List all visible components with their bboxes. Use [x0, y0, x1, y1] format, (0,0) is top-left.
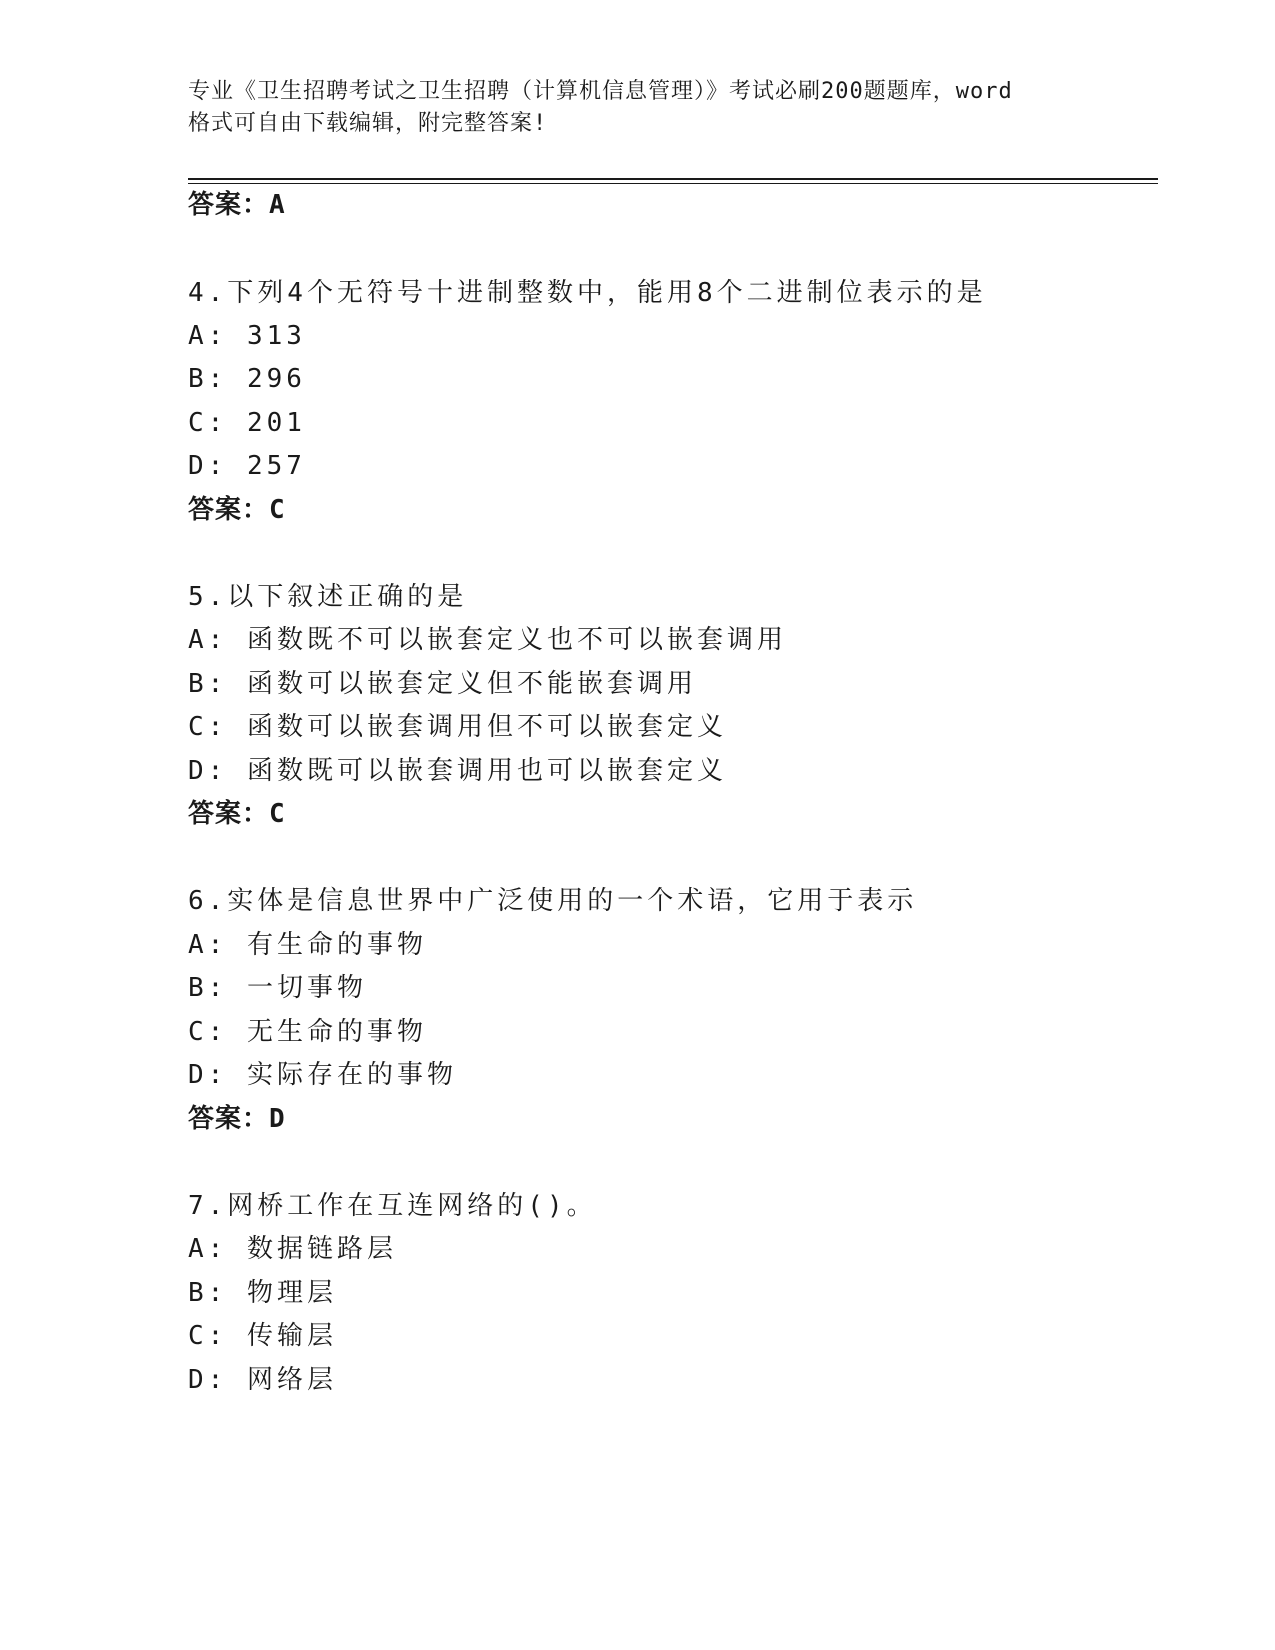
question-7: 7.网桥工作在互连网络的()。	[188, 1191, 597, 1221]
question-4-answer: 答案：C	[188, 495, 286, 525]
question-5: 5.以下叙述正确的是	[188, 582, 468, 612]
question-4-option-a: A: 313	[188, 321, 306, 351]
answer-prev: 答案：A	[188, 190, 286, 220]
question-6: 6.实体是信息世界中广泛使用的一个术语，它用于表示	[188, 886, 918, 916]
question-6-option-a: A: 有生命的事物	[188, 930, 427, 960]
header-divider-thin	[188, 183, 1158, 184]
question-6-answer: 答案：D	[188, 1104, 286, 1134]
header-line-1: 专业《卫生招聘考试之卫生招聘（计算机信息管理）》考试必刷200题题库，word	[188, 79, 1013, 104]
question-6-option-c: C: 无生命的事物	[188, 1017, 427, 1047]
question-5-option-b: B: 函数可以嵌套定义但不能嵌套调用	[188, 669, 697, 699]
question-6-option-b: B: 一切事物	[188, 973, 367, 1003]
question-4-option-c: C: 201	[188, 408, 306, 438]
question-7-option-a: A: 数据链路层	[188, 1234, 397, 1264]
question-4: 4.下列4个无符号十进制整数中，能用8个二进制位表示的是	[188, 278, 987, 308]
question-5-option-a: A: 函数既不可以嵌套定义也不可以嵌套调用	[188, 625, 787, 655]
question-5-answer: 答案：C	[188, 799, 286, 829]
question-5-option-c: C: 函数可以嵌套调用但不可以嵌套定义	[188, 712, 727, 742]
question-4-option-d: D: 257	[188, 451, 306, 481]
header-line-2: 格式可自由下载编辑，附完整答案!	[188, 111, 548, 136]
question-7-option-c: C: 传输层	[188, 1321, 337, 1351]
question-7-option-b: B: 物理层	[188, 1278, 337, 1308]
document-header	[188, 76, 1088, 140]
question-5-option-d: D: 函数既可以嵌套调用也可以嵌套定义	[188, 756, 727, 786]
header-divider-thick	[188, 178, 1158, 180]
question-4-option-b: B: 296	[188, 364, 306, 394]
question-7-option-d: D: 网络层	[188, 1365, 337, 1395]
question-6-option-d: D: 实际存在的事物	[188, 1060, 457, 1090]
